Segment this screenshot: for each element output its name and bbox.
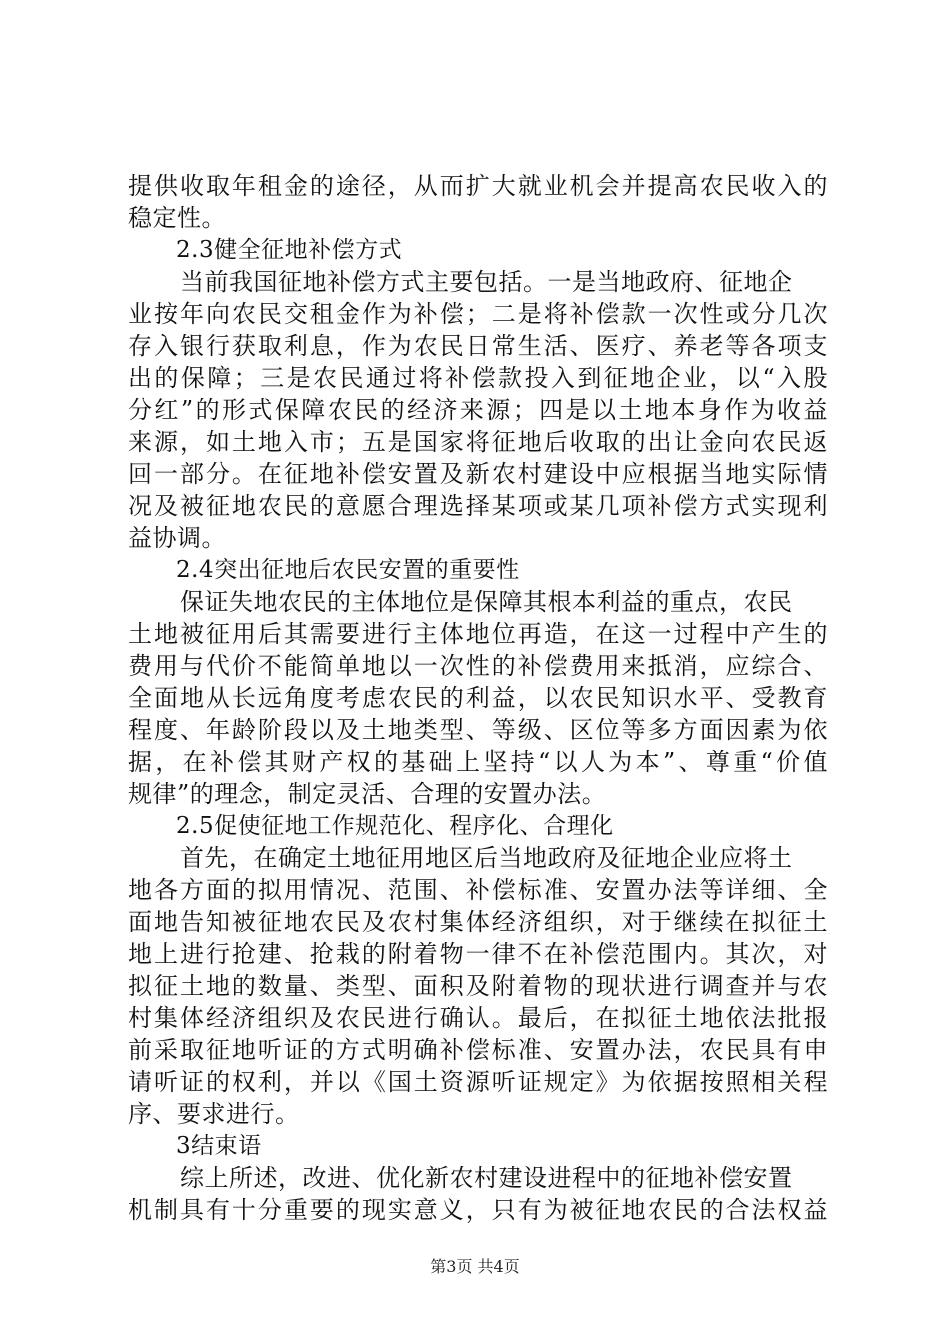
section-heading: 2.3健全征地补偿方式	[176, 237, 403, 263]
text-line: 业按年向农民交租金作为补偿；二是将补偿款一次性或分几次	[128, 300, 828, 328]
text-line: 前采取征地听证的方式明确补偿标准、安置办法，农民具有申	[128, 1036, 828, 1064]
text-line: 村集体经济组织及农民进行确认。最后，在拟征土地依法批报	[128, 1004, 828, 1032]
text-line: 回一部分。在征地补偿安置及新农村建设中应根据当地实际情	[128, 460, 828, 488]
text-line: 拟征土地的数量、类型、面积及附着物的现状进行调查并与农	[128, 972, 828, 1000]
text-line: 来源，如土地入市；五是国家将征地后收取的出让金向农民返	[128, 428, 828, 456]
text-line: 面地告知被征地农民及农村集体经济组织，对于继续在拟征土	[128, 908, 828, 936]
document-body	[128, 170, 828, 1226]
text-line: 提供收取年租金的途径，从而扩大就业机会并提高农民收入的	[128, 172, 828, 200]
text-line: 况及被征地农民的意愿合理选择某项或某几项补偿方式实现利	[128, 492, 828, 520]
text-line: 土地被征用后其需要进行主体地位再造，在这一过程中产生的	[128, 620, 828, 648]
text-line: 出的保障；三是农民通过将补偿款投入到征地企业，以“入股	[128, 364, 828, 392]
text-line: 费用与代价不能简单地以一次性的补偿费用来抵消，应综合、	[128, 652, 828, 680]
text-line: 程度、年龄阶段以及土地类型、等级、区位等多方面因素为依	[128, 716, 828, 744]
text-line: 请听证的权利，并以《国土资源听证规定》为依据按照相关程	[128, 1068, 828, 1096]
text-line: 序、要求进行。	[128, 1100, 300, 1128]
text-line: 存入银行获取利息，作为农民日常生活、医疗、养老等各项支	[128, 332, 828, 360]
page-footer: 第3页 共4页	[430, 1257, 520, 1276]
text-line: 益协调。	[128, 524, 226, 552]
text-line: 全面地从长远角度考虑农民的利益，以农民知识水平、受教育	[128, 684, 828, 712]
text-line: 据，在补偿其财产权的基础上坚持“以人为本”、尊重“价值	[128, 748, 828, 776]
section-heading: 2.4突出征地后农民安置的重要性	[176, 557, 520, 583]
section-heading: 3结束语	[176, 1133, 262, 1159]
section-heading: 2.5促使征地工作规范化、程序化、合理化	[176, 813, 614, 839]
text-line: 地各方面的拟用情况、范围、补偿标准、安置办法等详细、全	[128, 876, 828, 904]
text-line: 地上进行抢建、抢栽的附着物一律不在补偿范围内。其次，对	[128, 940, 828, 968]
text-line: 机制具有十分重要的现实意义，只有为被征地农民的合法权益	[128, 1196, 828, 1224]
text-line: 综上所述，改进、优化新农村建设进程中的征地补偿安置	[180, 1164, 793, 1192]
text-line: 规律”的理念，制定灵活、合理的安置办法。	[128, 780, 607, 808]
text-line: 保证失地农民的主体地位是保障其根本利益的重点，农民	[180, 588, 793, 616]
text-line: 分红”的形式保障农民的经济来源；四是以土地本身作为收益	[128, 396, 828, 424]
text-line: 当前我国征地补偿方式主要包括。一是当地政府、征地企	[180, 268, 793, 296]
text-line: 稳定性。	[128, 204, 226, 232]
text-line: 首先，在确定土地征用地区后当地政府及征地企业应将土	[180, 844, 793, 872]
